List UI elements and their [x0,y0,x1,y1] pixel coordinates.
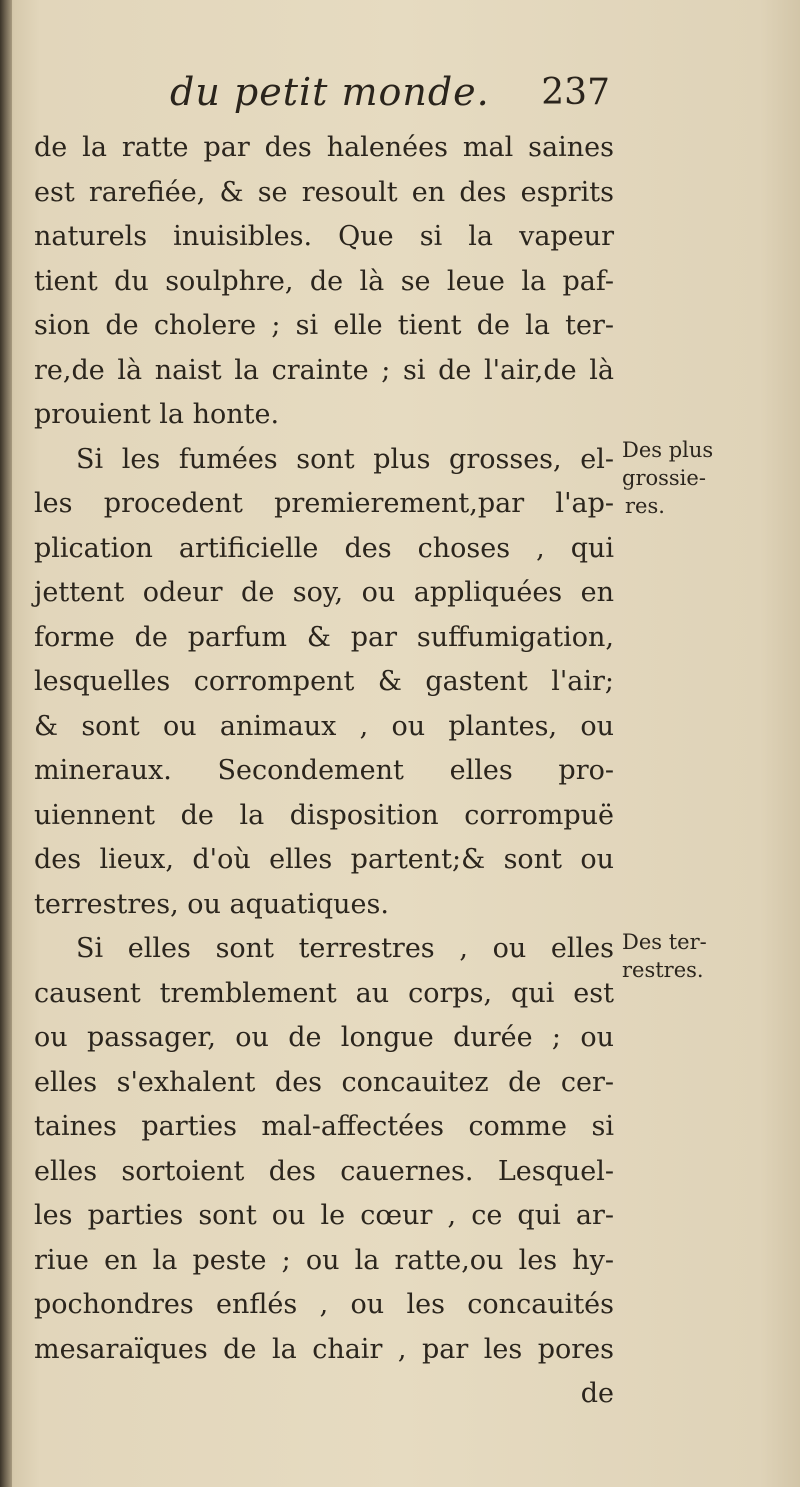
text-line: elles sortoient des cauernes. Lesquel- [34,1155,614,1187]
running-title: du petit monde. [170,70,490,114]
text-line: mesaraïques de la chair , par les pores [34,1333,614,1365]
text-line: est rarefiée, & se resoult en des esprits [34,176,614,208]
page-number: 237 [541,72,610,113]
catchword: de [580,1378,614,1409]
text-line: taines parties mal-affectées comme si [34,1111,614,1142]
text-line: riue en la peste ; ou la ratte,ou les hy- [34,1244,614,1276]
text-line: terrestres, ou aquatiques. [34,888,389,920]
text-line: uiennent de la disposition corrompuë [34,799,614,831]
text-line: ou passager, ou de longue durée ; ou [34,1022,614,1053]
text-line: des lieux, d'où elles partent;& sont ou [34,844,614,875]
body-text [34,126,614,1417]
text-line: plication artificielle des choses , qui [34,532,614,564]
book-gutter [0,0,12,1487]
text-line: sion de cholere ; si elle tient de la ter- [34,310,614,341]
text-line: naturels inuisibles. Que si la vapeur [34,221,614,252]
text-line: les parties sont ou le cœur , ce qui ar- [34,1200,614,1231]
text-line: pochondres enflés , ou les concauités [34,1289,614,1320]
margin-note-line: res. [625,494,665,518]
text-line: re,de là naist la crainte ; si de l'air,de là [34,354,614,386]
margin-note-grossieres [622,436,792,520]
margin-note-terrestres [622,928,792,984]
paragraph-start-line: Si elles sont terrestres , ou elles [76,933,614,964]
page-header [170,62,610,120]
text-line: les procedent premierement,par l'ap- [34,488,614,519]
text-line: prouient la honte. [34,399,280,430]
margin-note-line: grossie- [622,466,706,490]
paragraph-start-line: Si les fumées sont plus grosses, el- [76,443,614,475]
text-line: mineraux. Secondement elles pro- [34,755,614,786]
text-line: jettent odeur de soy, ou appliquées en [34,577,614,608]
text-line: forme de parfum & par suffumigation, [34,621,614,653]
text-line: causent tremblement au corps, qui est [34,977,614,1009]
text-line: elles s'exhalent des concauitez de cer- [34,1066,614,1098]
text-line: de la ratte par des halenées mal saines [34,132,614,163]
text-line: & sont ou animaux , ou plantes, ou [34,710,614,742]
margin-note-line: Des ter- [622,930,707,954]
text-line: tient du soulphre, de là se leue la paf- [34,265,614,297]
text-line: lesquelles corrompent & gastent l'air; [34,666,614,697]
margin-note-line: restres. [622,958,704,982]
margin-note-line: Des plus [622,438,714,462]
